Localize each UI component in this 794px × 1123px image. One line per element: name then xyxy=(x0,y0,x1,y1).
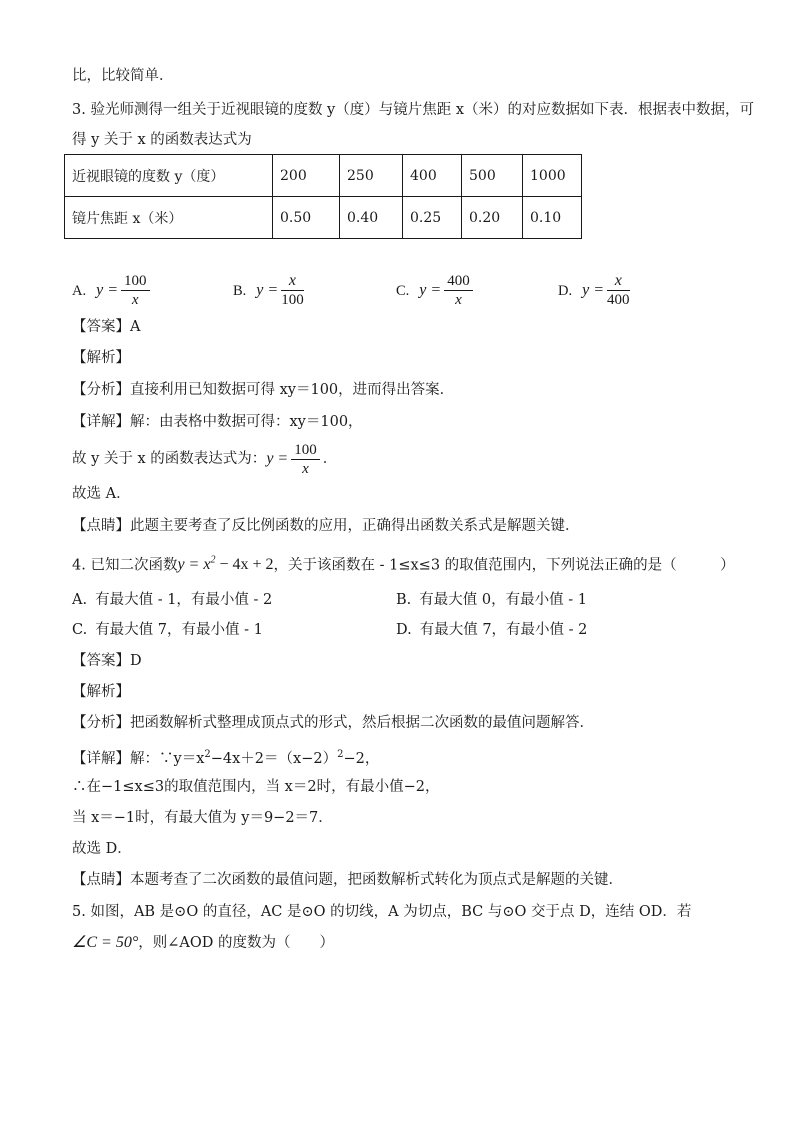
option-letter: C. xyxy=(72,622,88,638)
option-letter: D. xyxy=(558,282,573,299)
fraction xyxy=(121,272,150,309)
q4-detailed-solution xyxy=(72,745,379,769)
q4-step-3: 当 x＝−1时，有最大值为 y＝9−2＝7． xyxy=(72,810,333,826)
table-cell: 400 xyxy=(403,155,462,197)
fraction-numerator: 400 xyxy=(444,272,473,291)
previous-text-line: 比，比较简单． xyxy=(72,68,174,84)
table-cell: 1000 xyxy=(523,155,582,197)
table-cell: 近视眼镜的度数 y（度） xyxy=(65,155,273,197)
option-text: 有最大值 0，有最小值 - 1 xyxy=(419,592,587,608)
fraction xyxy=(607,272,630,309)
q5-stem-line1: 5. 如图，AB 是⊙O 的直径，AC 是⊙O 的切线，A 为切点，BC 与⊙O 交于点 D，连结 OD．若 xyxy=(72,904,692,920)
q4-option-c xyxy=(72,620,263,640)
q4-option-b xyxy=(396,590,587,610)
fraction-denominator: x xyxy=(131,292,139,308)
option-text: 有最大值 - 1，有最小值 - 2 xyxy=(95,592,273,608)
fraction-denominator: 400 xyxy=(607,292,630,308)
option-letter: C. xyxy=(396,282,410,299)
q3-option-a xyxy=(72,272,153,309)
equation-part: y = x xyxy=(177,556,211,574)
option-text: 有最大值 7，有最小值 - 1 xyxy=(95,622,263,638)
q3-analysis-fenxi: 【分析】直接利用已知数据可得 xy＝100，进而得出答案． xyxy=(72,382,455,398)
q3-stem-line1: 3. 验光师测得一组关于近视眼镜的度数 y（度）与镜片焦距 x（米）的对应数据如下表．根据表中数据，可 xyxy=(72,102,755,118)
option-letter: B. xyxy=(233,282,247,299)
option-text: 有最大值 7，有最小值 - 2 xyxy=(419,622,588,638)
q4-equation xyxy=(177,556,273,573)
table-cell: 200 xyxy=(273,155,340,197)
option-lhs: y = xyxy=(256,281,279,299)
q3-choose: 故选 A． xyxy=(72,486,131,502)
fraction-numerator: x xyxy=(281,272,304,291)
table-cell: 0.50 xyxy=(273,197,340,239)
angle-expression: ∠C = 50° xyxy=(72,934,139,951)
solution-part: 【详解】解：∵y＝x xyxy=(72,750,205,767)
q3-option-b xyxy=(233,272,307,309)
option-lhs: y = xyxy=(419,281,442,299)
fraction-denominator: x xyxy=(455,292,462,308)
fraction xyxy=(444,272,473,309)
q4-step-2: ∴在−1≤x≤3的取值范围内，当 x＝2时，有最小值−2， xyxy=(72,779,440,795)
q4-stem-prefix: 4. 已知二次函数 xyxy=(72,557,178,574)
solution-exponent: 2 xyxy=(204,749,211,760)
solution-part: −2， xyxy=(343,750,380,767)
table-cell: 250 xyxy=(340,155,403,197)
table-cell: 500 xyxy=(462,155,523,197)
q4-option-a xyxy=(72,590,272,610)
option-letter: A. xyxy=(72,282,87,299)
equation-exponent: 2 xyxy=(210,555,216,566)
q3-comment: 【点睛】此题主要考查了反比例函数的应用，正确得出函数关系式是解题关键． xyxy=(72,518,580,534)
option-letter: D. xyxy=(396,622,412,638)
q3-option-c xyxy=(396,272,476,309)
q4-choose: 故选 D． xyxy=(72,841,132,857)
conclusion-text: 故 y 关于 x 的函数表达式为： xyxy=(72,451,267,467)
q4-analysis-heading: 【解析】 xyxy=(72,684,130,700)
q4-answer: 【答案】D xyxy=(72,653,142,669)
fraction-numerator: 100 xyxy=(291,441,320,460)
q4-comment: 【点睛】本题考查了二次函数的最值问题，把函数解析式转化为顶点式是解题的关键． xyxy=(72,872,623,888)
q3-data-table xyxy=(64,154,582,239)
fraction-denominator: x xyxy=(302,460,309,477)
conclusion-suffix: ． xyxy=(322,451,338,467)
q4-stem-suffix: ，关于该函数在 - 1≤x≤3 的取值范围内，下列说法正确的是（ ） xyxy=(273,557,735,574)
q4-stem xyxy=(72,551,735,575)
table-cell: 0.20 xyxy=(462,197,523,239)
solution-part: −4x＋2＝（x−2） xyxy=(210,750,338,767)
table-row xyxy=(65,155,582,197)
table-cell: 镜片焦距 x（米） xyxy=(65,197,273,239)
q3-answer: 【答案】A xyxy=(72,319,141,335)
equation-part: − 4x + 2 xyxy=(215,556,274,574)
table-row xyxy=(65,197,582,239)
q3-analysis-heading: 【解析】 xyxy=(72,350,130,366)
q3-detailed-solution: 【详解】解：由表格中数据可得：xy＝100， xyxy=(72,414,363,430)
fraction-numerator: 100 xyxy=(121,272,150,291)
conclusion-lhs: y = xyxy=(266,450,289,467)
fraction-denominator: 100 xyxy=(281,292,304,308)
table-cell: 0.10 xyxy=(523,197,582,239)
q4-analysis-fenxi: 【分析】把函数解析式整理成顶点式的形式，然后根据二次函数的最值问题解答． xyxy=(72,715,594,731)
solution-exponent: 2 xyxy=(337,749,344,760)
q3-conclusion xyxy=(72,437,337,481)
q5-stem-line2-rest: ，则∠AOD 的度数为（ ） xyxy=(138,935,334,951)
option-lhs: y = xyxy=(96,281,119,299)
option-lhs: y = xyxy=(582,281,605,299)
table-cell: 0.25 xyxy=(403,197,462,239)
q5-stem-line2 xyxy=(72,933,334,953)
option-letter: A. xyxy=(72,592,88,608)
table-cell: 0.40 xyxy=(340,197,403,239)
option-letter: B. xyxy=(396,592,412,608)
q3-option-d xyxy=(558,272,633,309)
fraction-numerator: x xyxy=(607,272,630,291)
q4-option-d xyxy=(396,620,587,640)
fraction xyxy=(281,272,304,309)
q3-stem-line2: 得 y 关于 x 的函数表达式为 xyxy=(72,132,252,148)
fraction xyxy=(291,441,320,478)
